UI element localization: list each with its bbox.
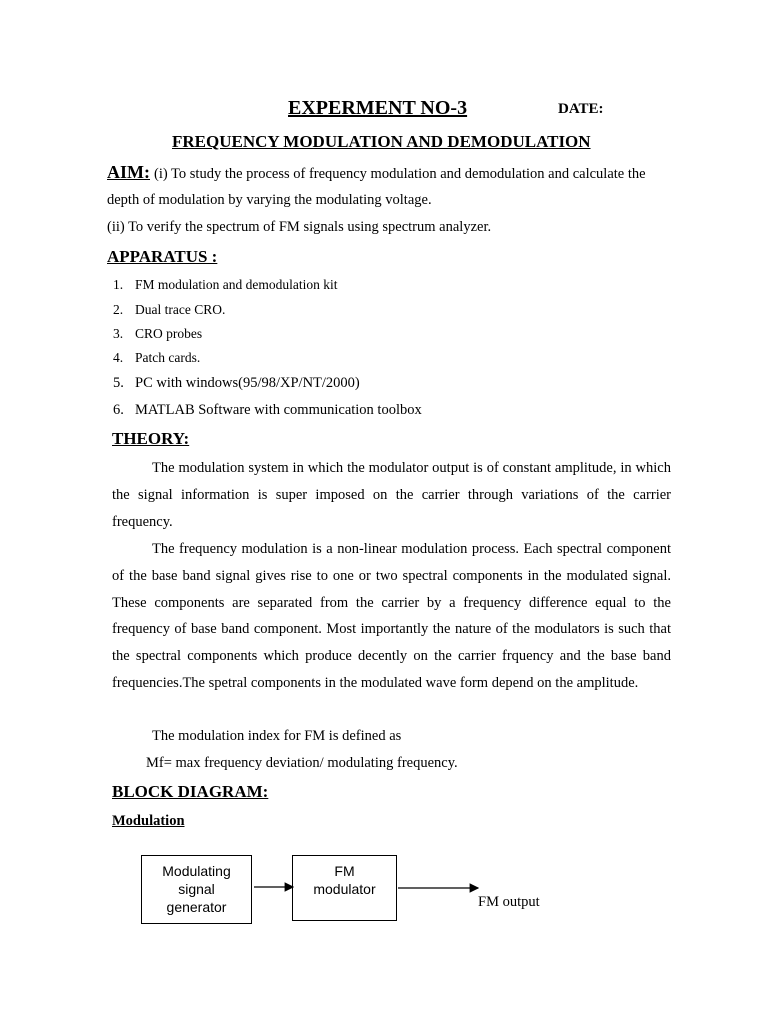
apparatus-item-number: 2. (113, 302, 124, 317)
apparatus-heading: APPARATUS : (107, 247, 218, 266)
apparatus-item-number: 5. (113, 375, 124, 391)
aim-text-3: (ii) To verify the spectrum of FM signals using spectrum analyzer. (107, 219, 492, 235)
apparatus-item-text: Dual trace CRO. (135, 302, 226, 317)
apparatus-item-text: PC with windows(95/98/XP/NT/2000) (135, 375, 360, 391)
modulating-signal-generator-block: Modulating signal generator (141, 855, 252, 924)
theory-paragraph-3: The modulation index for FM is defined as (152, 728, 402, 744)
theory-paragraph-2-text: The frequency modulation is a non-linear modulation process. Each spectral component of the base band signal gives rise to one or two spectral components in the modulated signal. These components are separated from the carrier by a frequency difference equal to the frequency of base band component. Most importantly the nature of the modulators is such that the spectral components which produce decently on the carrier frquency and the base band frequencies.The spetral components in the modulated wave form depend on the amplitude. (112, 541, 671, 691)
aim-text-1: (i) To study the process of frequency modulation and demodulation and calculate the (154, 166, 646, 182)
theory-heading: THEORY: (112, 429, 190, 448)
block-diagram-heading: BLOCK DIAGRAM: (112, 782, 269, 801)
modulation-subheading: Modulation (112, 813, 185, 829)
apparatus-item-number: 6. (113, 402, 124, 418)
fm-modulator-block: FM modulator (292, 855, 397, 921)
aim-label: AIM: (107, 162, 150, 182)
date-label: DATE: (558, 101, 604, 117)
apparatus-item-number: 1. (113, 277, 124, 292)
apparatus-item-text: Patch cards. (135, 350, 201, 365)
apparatus-item-text: CRO probes (135, 326, 203, 341)
experiment-subtitle: FREQUENCY MODULATION AND DEMODULATION (172, 132, 591, 151)
theory-paragraph-1-text: The modulation system in which the modulator output is of constant amplitude, in which the signal information is super imposed on the carrier through variations of the carrier frequency. (112, 460, 671, 530)
apparatus-item-text: MATLAB Software with communication toolbox (135, 402, 422, 418)
aim-text-2: depth of modulation by varying the modulating voltage. (107, 192, 432, 208)
fm-output-label: FM output (478, 894, 540, 910)
apparatus-item-text: FM modulation and demodulation kit (135, 277, 338, 292)
experiment-title: EXPERMENT NO-3 (288, 97, 468, 119)
apparatus-item-number: 3. (113, 326, 124, 341)
apparatus-item-number: 4. (113, 350, 124, 365)
modulation-index-formula: Mf= max frequency deviation/ modulating frequency. (146, 755, 458, 771)
